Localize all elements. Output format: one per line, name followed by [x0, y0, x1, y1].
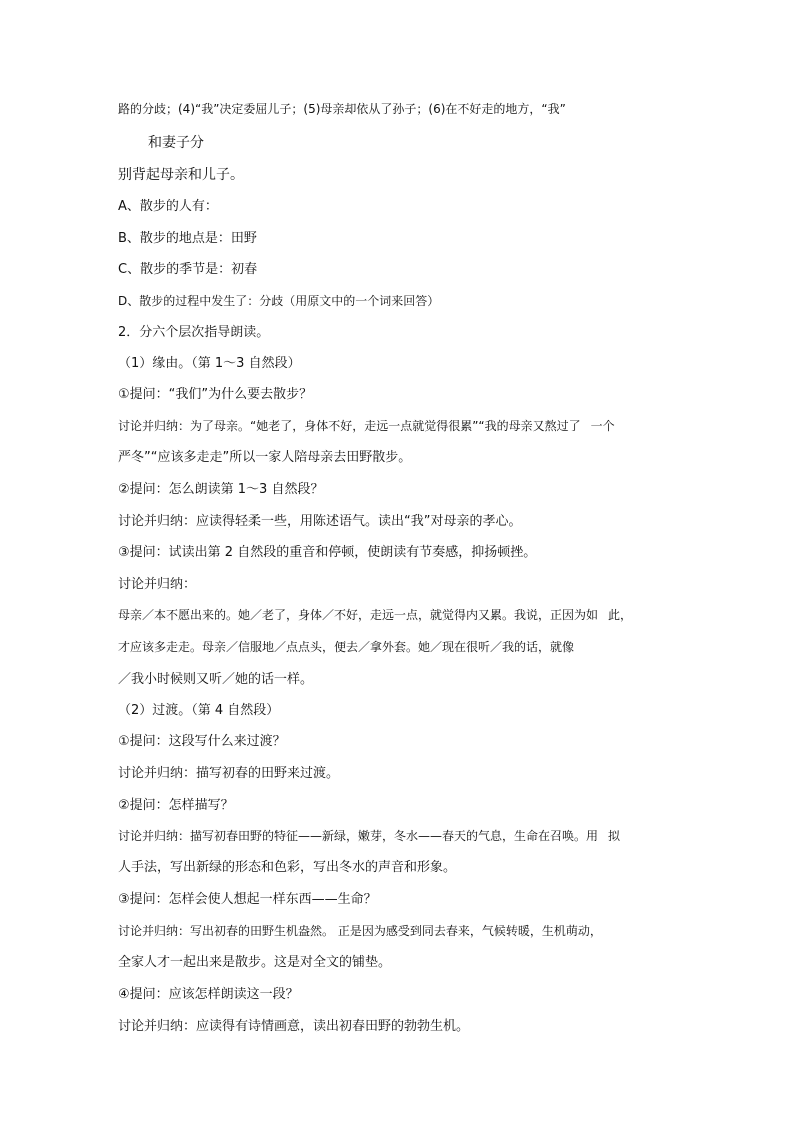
text-line: 路的分歧；(4)“我”决定委屈儿子；(5)母亲却依从了孙子；(6)在不好走的地方，“我”: [118, 102, 566, 116]
text-line: ／我小时候则又听／她的话一样。: [118, 672, 314, 687]
text-line: ①提问：这段写什么来过渡？: [118, 734, 286, 749]
text-line: ②提问：怎么朗读第 1～3 自然段？: [118, 482, 324, 497]
text-line: 才应该多走走。母亲／信服地／点点头，便去／拿外套。她／现在很听／我的话，就像: [118, 640, 575, 654]
text-line: [118, 609, 632, 621]
text-segment: 母亲／本不愿出来的。她／老了，身体／不好，走远一点，就觉得内又累。我说，正因为如: [118, 608, 599, 622]
text-line: 全家人才一起出来是散步。这是对全文的铺垫。: [118, 955, 392, 970]
text-line: 讨论并归纳：描写初春的田野来过渡。: [118, 766, 340, 781]
text-line: A、散步的人有：: [118, 199, 218, 214]
text-line: C、散步的季节是：初春: [118, 262, 258, 277]
text-line: D、散步的过程中发生了：分歧（用原文中的一个词来回答）: [118, 294, 440, 308]
text-segment: 此，: [608, 608, 633, 622]
text-segment: 一个: [590, 419, 615, 433]
text-line: ③提问：试读出第 2 自然段的重音和停顿，使朗读有节奏感，抑扬顿挫。: [118, 545, 537, 560]
text-line: ②提问：怎样描写？: [118, 798, 234, 813]
text-line: 别背起母亲和儿子。: [118, 167, 244, 183]
text-line: （2）过渡。（第 4 自然段）: [118, 703, 280, 718]
text-line: 讨论并归纳：写出初春的田野生机盎然。 正是因为感受到同去春来，气候转暖，生机萌动，: [118, 924, 602, 938]
text-line: B、散步的地点是：田野: [118, 231, 257, 246]
text-segment: 讨论并归纳：描写初春田野的特征——新绿，嫩芽，冬水——春天的气息，生命在召唤。用: [118, 829, 599, 843]
text-line: ④提问：应该怎样朗读这一段？: [118, 987, 299, 1002]
text-line: ①提问：“我们”为什么要去散步？: [118, 387, 313, 402]
text-line: 和妻子分: [148, 135, 204, 151]
text-line: [118, 830, 620, 842]
text-line: 讨论并归纳：应读得轻柔一些，用陈述语气。读出“我”对母亲的孝心。: [118, 514, 522, 529]
text-line: （1）缘由。（第 1～3 自然段）: [118, 356, 301, 371]
text-line: 讨论并归纳：: [118, 577, 197, 592]
text-line: ③提问：怎样会使人想起一样东西——生命？: [118, 892, 377, 907]
text-segment: 拟: [608, 829, 621, 843]
text-line: [118, 420, 615, 432]
text-line: 人手法，写出新绿的形态和色彩，写出冬水的声音和形象。: [118, 860, 457, 875]
text-line: 严冬”“应该多走走”所以一家人陪母亲去田野散步。: [118, 450, 412, 465]
text-line: 讨论并归纳：应读得有诗情画意，读出初春田野的勃勃生机。: [118, 1019, 470, 1034]
text-segment: 讨论并归纳：为了母亲。“她老了，身体不好，走远一点就觉得很累”“我的母亲又熬过了: [118, 419, 581, 433]
text-line: 2．分六个层次指导朗读。: [118, 325, 270, 340]
